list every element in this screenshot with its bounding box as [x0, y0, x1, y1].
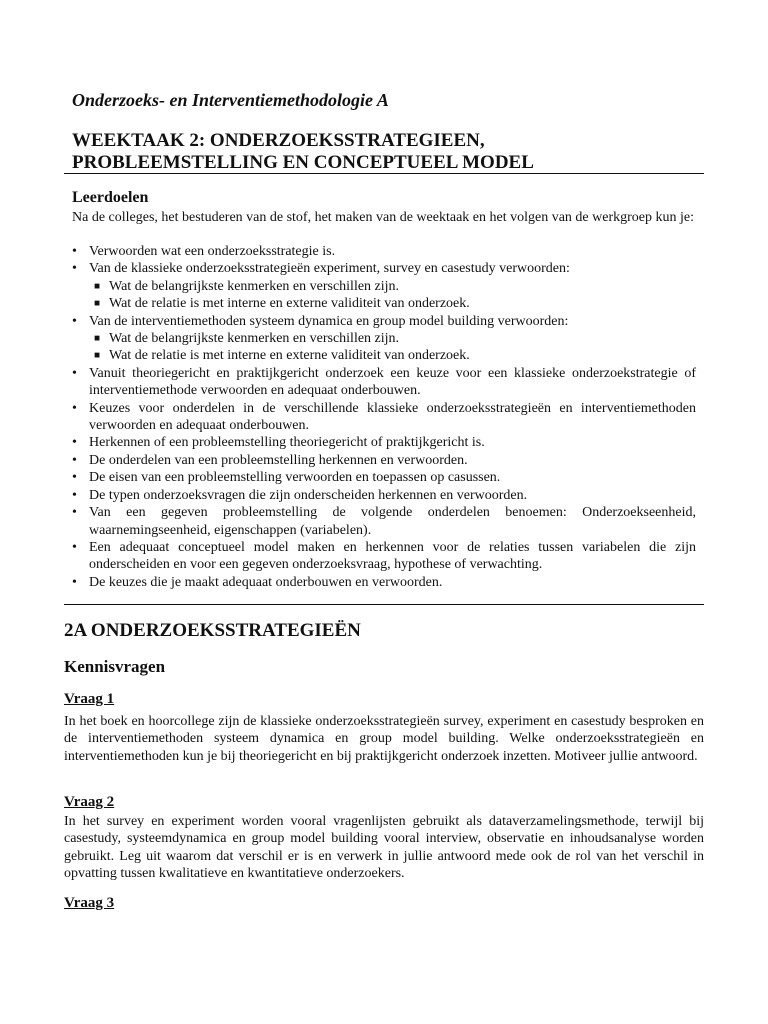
sub-goal-text: Wat de relatie is met interne en externe validiteit van onderzoek.	[109, 296, 470, 312]
bullet-icon: •	[72, 487, 77, 503]
goal-item	[72, 313, 696, 365]
sub-goal-text: Wat de belangrijkste kenmerken en verschillen zijn.	[109, 278, 400, 294]
goal-item	[72, 452, 696, 469]
question-1-text: In het boek en hoorcollege zijn de klassieke onderzoeksstrategieën survey, experiment en casestudy besproken en de interventiemethoden systeem dynamica en group model building. Welke onderzoeksstrategieën en interventiemethoden kun je bij theoriegericht en bij praktijkgericht onderzoek inzetten. Motiveer jullie antwoord.	[64, 714, 704, 764]
question-2-text: In het survey en experiment worden vooral vragenlijsten gebruikt als dataverzamelingsmethode, terwijl bij casestudy, systeemdynamica en group model building vooral interview, observatie en inhoudsanalyse worden gebruikt. Leg uit waarom dat verschil er is en verwerk in jullie antwoord mede ook de rol van het verschil in opvatting tussen kwalitatieve en kwantitatieve onderzoekers.	[64, 814, 704, 881]
sub-goal-item	[89, 278, 696, 295]
goal-text: De eisen van een probleemstelling verwoorden en toepassen op casussen.	[89, 470, 501, 486]
goal-text: Keuzes voor onderdelen in de verschillende klassieke onderzoeksstrategieën en interventiemethoden verwoorden en adequaat onderbouwen.	[89, 400, 696, 434]
bullet-icon: •	[72, 505, 77, 521]
bullet-icon: •	[72, 574, 77, 590]
sub-goal-text: Wat de belangrijkste kenmerken en verschillen zijn.	[109, 331, 400, 347]
goal-text: De onderdelen van een probleemstelling herkennen en verwoorden.	[89, 452, 468, 468]
section-2a-heading: 2A ONDERZOEKSSTRATEGIEËN	[64, 620, 361, 641]
bullet-icon: •	[72, 470, 77, 486]
goal-item	[72, 469, 696, 486]
goal-text: Herkennen of een probleemstelling theoriegericht of praktijkgericht is.	[89, 435, 485, 451]
goal-sublist	[89, 330, 696, 365]
kennisvragen-heading: Kennisvragen	[64, 657, 166, 676]
question-3-label: Vraag 3	[64, 895, 115, 911]
goal-text: De typen onderzoeksvragen die zijn onderscheiden herkennen en verwoorden.	[89, 487, 528, 503]
learning-goals-intro: Na de colleges, het bestuderen van de stof, het maken van de weektaak en het volgen van de werkgroep kun je:	[72, 210, 694, 225]
goal-item	[72, 504, 696, 539]
goal-item	[72, 243, 696, 260]
bullet-icon: •	[72, 244, 77, 259]
goal-text: Van de klassieke onderzoeksstrategieën experiment, survey en casestudy verwoorden:	[89, 261, 570, 277]
sub-goal-text: Wat de relatie is met interne en externe validiteit van onderzoek.	[109, 348, 470, 364]
title-divider	[64, 173, 704, 174]
goal-text: Van de interventiemethoden systeem dynamica en group model building verwoorden:	[89, 313, 569, 329]
goal-item	[72, 487, 696, 504]
learning-goals-heading: Leerdoelen	[72, 189, 149, 206]
learning-goals-list	[72, 243, 696, 591]
sub-goal-item	[89, 295, 696, 312]
goal-item	[72, 574, 696, 591]
bullet-icon: •	[72, 539, 77, 555]
goal-text: Een adequaat conceptueel model maken en herkennen voor de relaties tussen variabelen die zijn onderscheiden en voor een gegeven onderzoeksvraag, hypothese of verwachting.	[89, 539, 696, 573]
weektaak-title-line-2: PROBLEEMSTELLING EN CONCEPTUEEL MODEL	[72, 152, 534, 173]
goal-item	[72, 539, 696, 574]
goal-text: Verwoorden wat een onderzoeksstrategie is.	[89, 244, 336, 259]
bullet-icon: •	[72, 452, 77, 468]
course-title: Onderzoeks- en Interventiemethodologie A	[72, 90, 389, 110]
bullet-icon: •	[72, 261, 77, 277]
square-bullet-icon: ■	[94, 333, 101, 345]
bullet-icon: •	[72, 313, 77, 329]
section-divider	[64, 604, 704, 605]
goal-item	[72, 400, 696, 435]
weektaak-title-line-1: WEEKTAAK 2: ONDERZOEKSSTRATEGIEEN,	[72, 130, 485, 151]
square-bullet-icon: ■	[94, 298, 101, 310]
goal-item	[72, 260, 696, 312]
square-bullet-icon: ■	[94, 350, 101, 362]
goal-text: Van een gegeven probleemstelling de volgende onderdelen benoemen: Onderzoekseenheid, waarnemingseenheid, eigenschappen (variabelen).	[89, 505, 696, 538]
goal-item	[72, 434, 696, 451]
sub-goal-item	[89, 347, 696, 364]
sub-goal-item	[89, 330, 696, 347]
question-2-label: Vraag 2	[64, 794, 115, 810]
square-bullet-icon: ■	[94, 280, 101, 292]
weektaak-title	[72, 130, 534, 174]
bullet-icon: •	[72, 365, 77, 381]
goal-text: Vanuit theoriegericht en praktijkgericht onderzoek een keuze voor een klassieke onderzoekstrategie of interventiemethode verwoorden en adequaat onderbouwen.	[89, 365, 696, 399]
bullet-icon: •	[72, 400, 77, 416]
question-1-label: Vraag 1	[64, 691, 115, 707]
goal-sublist	[89, 278, 696, 313]
bullet-icon: •	[72, 435, 77, 451]
goal-item	[72, 365, 696, 400]
goal-text: De keuzes die je maakt adequaat onderbouwen en verwoorden.	[89, 574, 443, 590]
